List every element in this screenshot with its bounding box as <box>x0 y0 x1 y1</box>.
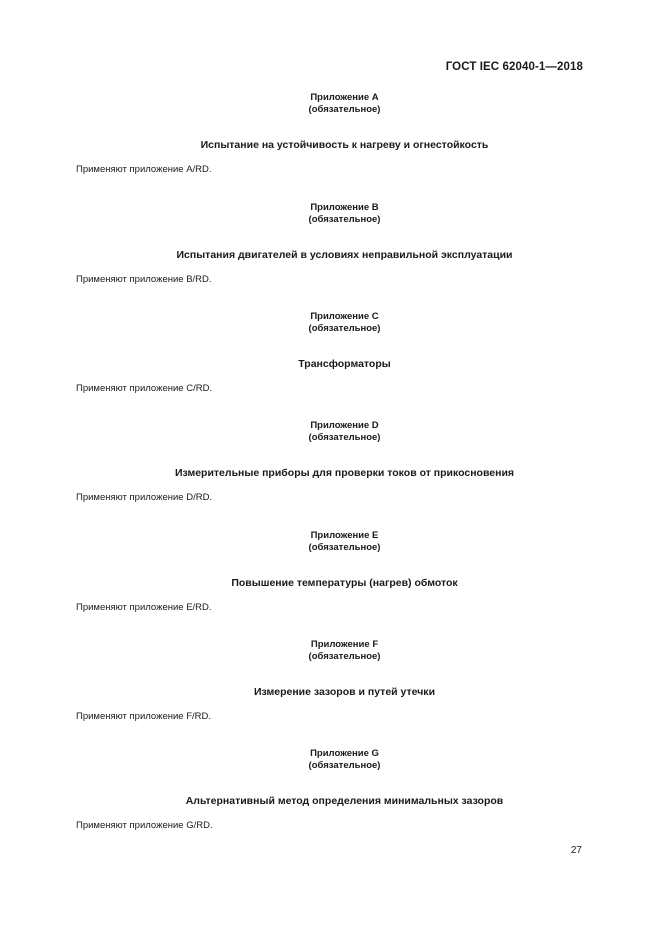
annex-b <box>0 202 661 285</box>
annex-label: Приложение F <box>310 639 379 650</box>
annex-label: Приложение D <box>310 420 379 431</box>
annex-title: Измерительные приборы для проверки токов от прикосновения <box>174 467 515 479</box>
annex-body: Применяют приложение E/RD. <box>76 602 212 613</box>
annex-label: Приложение В <box>310 202 379 213</box>
annex-title: Трансформаторы <box>298 358 391 370</box>
document-code: ГОСТ IEC 62040-1—2018 <box>445 61 583 73</box>
annex-title: Повышение температуры (нагрев) обмоток <box>231 577 458 589</box>
annex-body: Применяют приложение D/RD. <box>76 492 213 503</box>
annex-body: Применяют приложение F/RD. <box>76 711 212 722</box>
annex-title: Измерение зазоров и путей утечки <box>253 686 436 698</box>
annex-body: Применяют приложение A/RD. <box>76 164 212 175</box>
annex-label: Приложение А <box>310 92 379 103</box>
annex-title: Испытания двигателей в условиях неправильной эксплуатации <box>176 249 513 261</box>
annex-status: (обязательное) <box>308 542 381 553</box>
annex-a <box>0 92 661 175</box>
annex-label: Приложение С <box>310 311 379 322</box>
annex-status: (обязательное) <box>308 651 381 662</box>
annex-title: Альтернативный метод определения минимальных зазоров <box>185 795 504 807</box>
annex-status: (обязательное) <box>308 432 381 443</box>
annex-d <box>0 420 661 503</box>
annex-title: Испытание на устойчивость к нагреву и огнестойкость <box>200 139 489 151</box>
annex-status: (обязательное) <box>308 323 381 334</box>
page-number: 27 <box>570 845 582 856</box>
annex-e <box>0 530 661 613</box>
annex-f <box>0 639 661 722</box>
annex-status: (обязательное) <box>308 104 381 115</box>
annex-body: Применяют приложение G/RD. <box>76 820 213 831</box>
annex-label: Приложение Е <box>310 530 379 541</box>
annex-body: Применяют приложение C/RD. <box>76 383 213 394</box>
annex-c <box>0 311 661 394</box>
annex-status: (обязательное) <box>308 760 381 771</box>
annex-status: (обязательное) <box>308 214 381 225</box>
annex-label: Приложение G <box>310 748 379 759</box>
annex-g <box>0 748 661 831</box>
annex-body: Применяют приложение B/RD. <box>76 274 212 285</box>
